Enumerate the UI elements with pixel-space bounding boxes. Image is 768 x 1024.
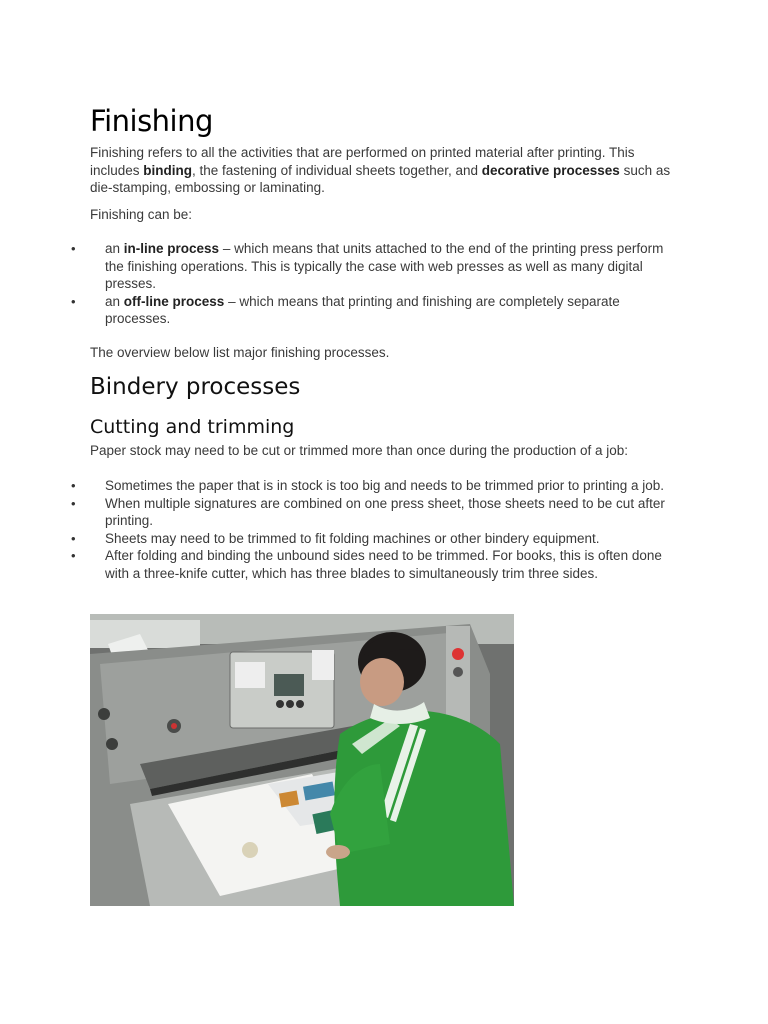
term-in-line-process: in-line process bbox=[123, 241, 220, 256]
section-heading: Bindery processes bbox=[90, 374, 301, 400]
intro-text-1: Finishing refers to all the activities that are performed on printed material after printing. This includes bbox=[90, 145, 635, 178]
list-item-prefix: an bbox=[105, 293, 124, 309]
list-item bbox=[71, 477, 680, 495]
intro-text-3: such as die-stamping, embossing or laminating. bbox=[90, 162, 671, 195]
list-item-text: – which means that units attached to the end of the printing press perform the finishing operations. This is typically the case with web presses as well as many digital presses. bbox=[105, 241, 664, 291]
bullet-icon: • bbox=[71, 530, 76, 546]
bullet-icon: • bbox=[71, 548, 76, 563]
overview-text: The overview below list major finishing processes. bbox=[90, 345, 390, 360]
list-item-text: Sheets may need to be trimmed to fit folding machines or other bindery equipment. bbox=[105, 530, 600, 546]
finishing-can-be-text: Finishing can be: bbox=[90, 207, 193, 222]
cutting-intro-text: Paper stock may need to be cut or trimmed more than once during the production of a job: bbox=[90, 443, 629, 458]
process-type-list bbox=[71, 240, 680, 328]
term-binding: binding bbox=[143, 162, 193, 178]
list-item bbox=[71, 495, 680, 530]
cutting-list bbox=[71, 477, 680, 582]
list-item-text: – which means that printing and finishing are completely separate processes. bbox=[105, 293, 620, 326]
list-item bbox=[71, 547, 680, 582]
list-item-text: After folding and binding the unbound sides need to be trimmed. For books, this is often done with a three-knife cutter, which has three blades to simultaneously trim three sides. bbox=[105, 548, 662, 581]
list-item-text: When multiple signatures are combined on one press sheet, those sheets need to be cut after printing. bbox=[105, 495, 665, 528]
intro-text-2: , the fastening of individual sheets together, and bbox=[192, 162, 482, 178]
list-item bbox=[71, 530, 680, 548]
intro-paragraph bbox=[90, 144, 680, 197]
subsection-heading: Cutting and trimming bbox=[90, 416, 295, 438]
bullet-icon: • bbox=[71, 478, 76, 493]
list-item bbox=[71, 293, 680, 328]
list-item-prefix: an bbox=[105, 241, 124, 256]
term-decorative-processes: decorative processes bbox=[481, 162, 620, 178]
list-item bbox=[71, 240, 680, 293]
bullet-icon: • bbox=[71, 293, 76, 309]
bullet-icon: • bbox=[71, 241, 76, 256]
paper-cutter-photo bbox=[90, 614, 514, 906]
list-item-text: Sometimes the paper that is in stock is too big and needs to be trimmed prior to printing a job. bbox=[105, 478, 665, 493]
photo-illustration bbox=[90, 614, 514, 906]
bullet-icon: • bbox=[71, 495, 76, 511]
term-off-line-process: off-line process bbox=[123, 293, 225, 309]
page-title: Finishing bbox=[90, 104, 213, 138]
